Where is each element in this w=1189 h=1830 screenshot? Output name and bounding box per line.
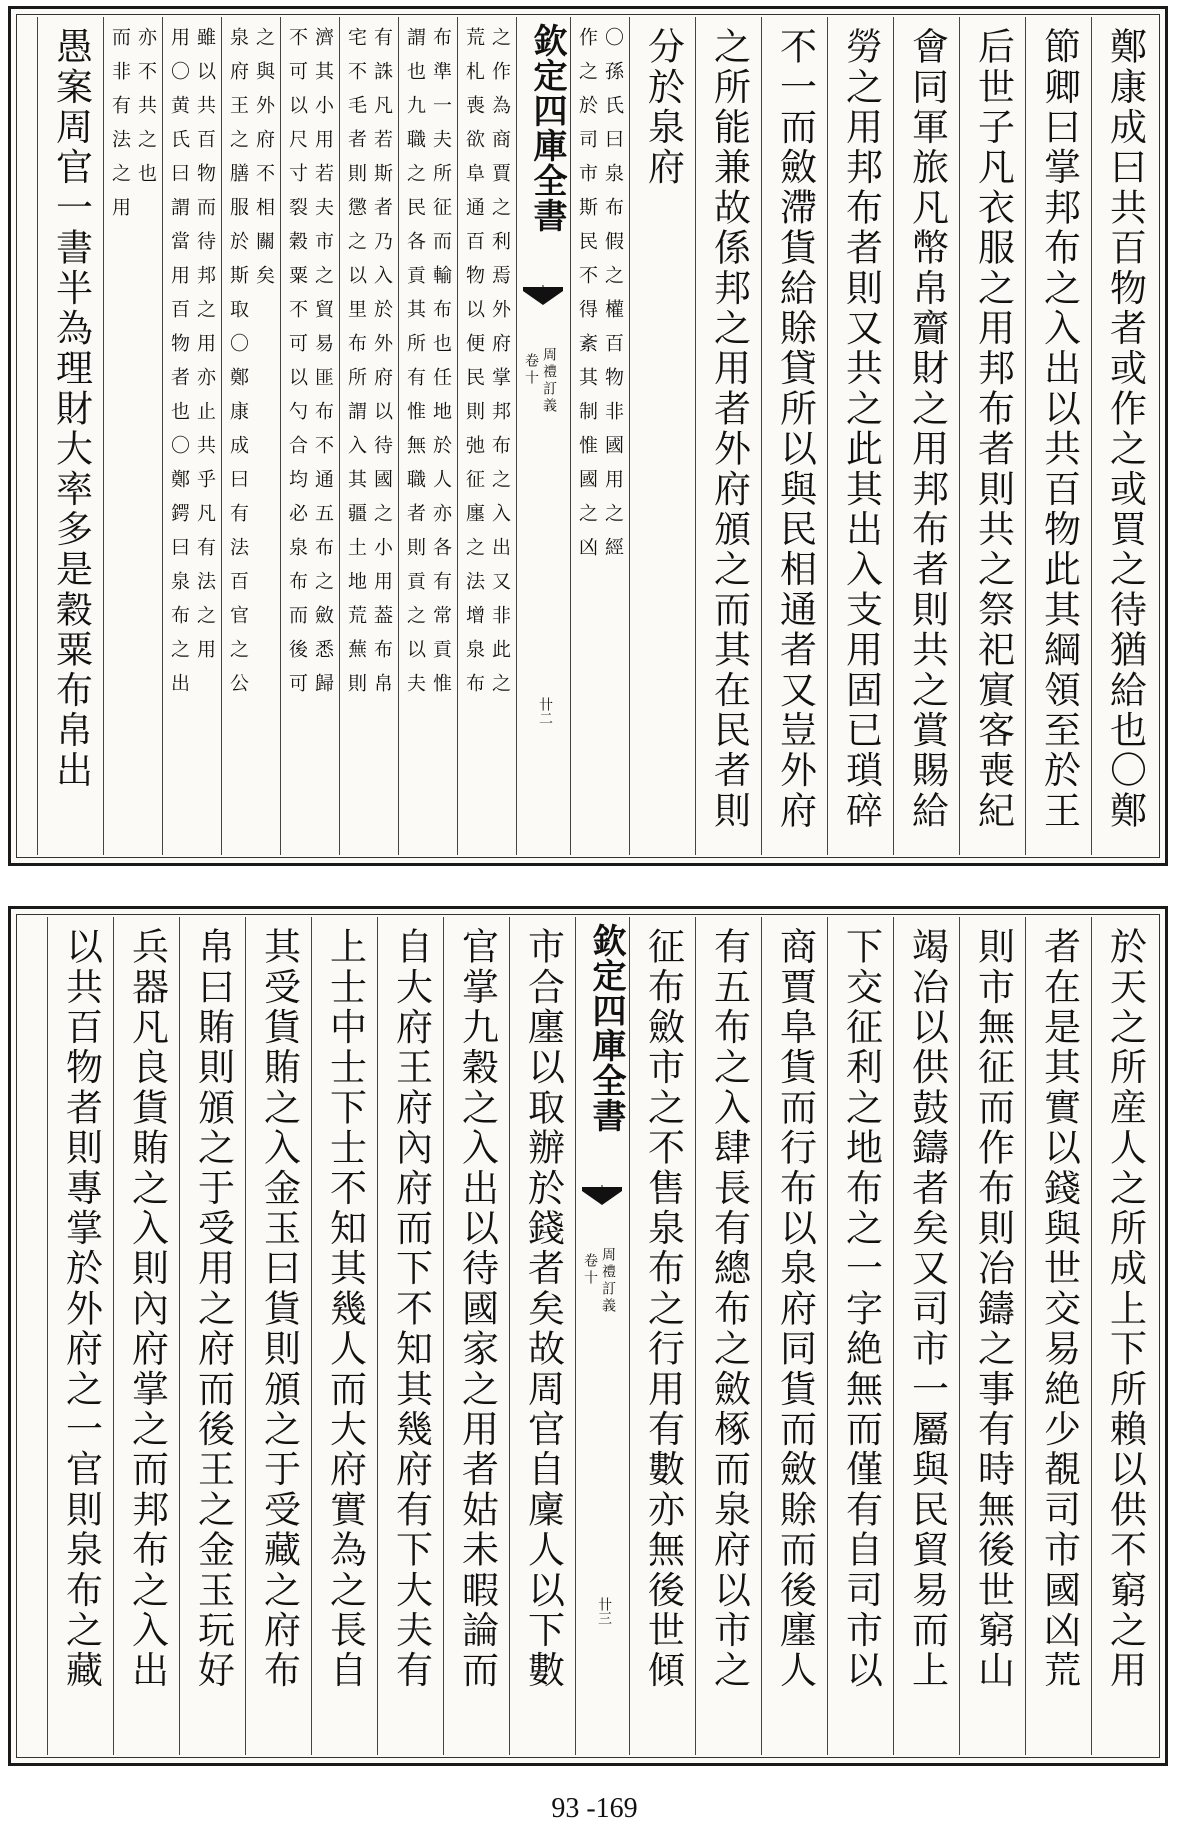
- main-text-line: 勞之用邦布者則又共之此其出入支用固已瑣碎: [839, 27, 883, 831]
- text-column: [570, 17, 629, 855]
- text-column: [509, 917, 575, 1755]
- book-name: 周禮訂義: [541, 347, 557, 415]
- main-text-line: 兵器凡良貨賄之入則內府掌之而邦布之入出: [125, 927, 169, 1691]
- commentary-line: 作之於司市斯民不得紊其制惟國之凶: [576, 27, 598, 571]
- commentary-line: 亦不共之也: [135, 27, 157, 197]
- text-column: [398, 17, 457, 855]
- main-text-line: 鄭康成曰共百物者或作之或買之待猶給也〇鄭: [1103, 27, 1147, 831]
- text-column: [761, 17, 827, 855]
- text-column: [959, 917, 1025, 1755]
- commentary-line: 宅不毛者則懲之以里布所謂入其疆土地荒蕪則: [345, 27, 367, 707]
- center-gutter: [575, 917, 629, 1755]
- page-number: 93 -169: [551, 1793, 638, 1824]
- commentary-line: 泉府王之膳服於斯取〇鄭康成曰有法百官之公: [227, 27, 249, 707]
- commentary-line: 之作為商賈之利焉外府掌邦布之入出又非此之: [489, 27, 511, 707]
- text-column: [179, 917, 245, 1755]
- collection-title: 欽定四庫全書: [527, 23, 567, 233]
- text-column: [695, 17, 761, 855]
- text-column: [893, 17, 959, 855]
- commentary-line: 不可以尺寸裂穀粟不可以勺合均必泉布而後可: [286, 27, 308, 707]
- main-text-line: 帛曰賄則頒之于受用之府而後王之金玉玩好: [191, 927, 235, 1691]
- bottom-page: [8, 906, 1168, 1766]
- text-column: [221, 17, 280, 855]
- text-column: [162, 17, 221, 855]
- main-text-line: 者在是其實以錢與世交易絶少覩司市國凶荒: [1037, 927, 1081, 1691]
- text-column: [893, 917, 959, 1755]
- text-column: [457, 17, 516, 855]
- text-column: [113, 917, 179, 1755]
- main-text-line: 竭冶以供鼓鑄者矣又司市一屬與民貿易而上: [905, 927, 949, 1691]
- commentary-line: 濟其小用若夫市之貿易匪布不通五布之斂悉歸: [312, 27, 334, 707]
- top-page: [8, 6, 1168, 866]
- main-text-line: 征布斂市之不售泉布之行用有數亦無後世傾: [641, 927, 685, 1691]
- text-column: [1091, 917, 1157, 1755]
- commentary-line: 荒札喪欲阜通百物以便民則弛征廛之法增泉布: [463, 27, 485, 707]
- main-text-line: 自大府王府內府而下不知其幾府有下大夫有: [389, 927, 433, 1691]
- main-text-line: 其受貨賄之入金玉曰貨則頒之于受藏之府布: [257, 927, 301, 1691]
- commentary-line: 用〇黄氏曰謂當用百物者也〇鄭鍔曰泉布之出: [168, 27, 190, 707]
- commentary-line: 雖以共百物而待邦之用亦止共乎凡有法之用: [194, 27, 216, 673]
- volume-label: 卷十: [582, 1253, 598, 1287]
- top-columns: [19, 17, 1157, 855]
- main-text-line: 市合廛以取辦於錢者矣故周官自廩人以下數: [521, 927, 565, 1691]
- main-text-line: 商賈阜貨而行布以泉府同貨而斂賖而後廛人: [773, 927, 817, 1691]
- text-column: [629, 17, 695, 855]
- main-text-line: 有五布之入肆長有總布之斂椓而泉府以市之: [707, 927, 751, 1691]
- text-column: [827, 917, 893, 1755]
- text-column: [37, 17, 103, 855]
- commentary-line: 〇孫氏曰泉布假之權百物非國用之經: [602, 27, 624, 571]
- volume-label: 卷十: [523, 353, 539, 387]
- main-text-line: 不一而斂滯貨給賖貸所以與民相通者又豈外府: [773, 27, 817, 831]
- text-column: [339, 17, 398, 855]
- center-gutter: [516, 17, 570, 855]
- fish-tail-mark-icon: [521, 285, 565, 307]
- main-text-line: 會同軍旅凡幣帛齎財之用邦布者則共之賞賜給: [905, 27, 949, 831]
- main-text-line: 於天之所産人之所成上下所賴以供不窮之用: [1103, 927, 1147, 1691]
- main-text-line: 官掌九穀之入出以待國家之用者姑未暇論而: [455, 927, 499, 1691]
- main-text-line: 愚案周官一書半為理財大率多是穀粟布帛出: [49, 27, 93, 791]
- main-text-line: 以共百物者則專掌於外府之一官則泉布之藏: [59, 927, 103, 1691]
- text-column: [311, 917, 377, 1755]
- text-column: [245, 917, 311, 1755]
- collection-title: 欽定四庫全書: [586, 923, 626, 1133]
- main-text-line: 分於泉府: [641, 27, 685, 188]
- text-column: [1025, 17, 1091, 855]
- text-column: [959, 17, 1025, 855]
- text-column: [280, 17, 339, 855]
- bottom-columns: [19, 917, 1157, 1755]
- text-column: [827, 17, 893, 855]
- text-column: [1091, 17, 1157, 855]
- commentary-line: 之與外府不相關矣: [253, 27, 275, 299]
- text-column: [1025, 917, 1091, 1755]
- text-column: [761, 917, 827, 1755]
- commentary-line: 有誅凡若斯者乃入於外府以待國之小用葢布帛: [371, 27, 393, 707]
- commentary-line: 謂也九職之民各貢其所有惟無職者則貢之以夫: [404, 27, 426, 707]
- book-name: 周禮訂義: [600, 1247, 616, 1315]
- main-text-line: 節卿曰掌邦布之入出以共百物此其綱領至於王: [1037, 27, 1081, 831]
- text-column: [377, 917, 443, 1755]
- folio-number: 卄二: [537, 697, 553, 725]
- fish-tail-mark-icon: [580, 1185, 624, 1207]
- main-text-line: 上士中士下士不知其幾人而大府實為之長自: [323, 927, 367, 1691]
- commentary-line: 而非有法之用: [109, 27, 131, 231]
- main-text-line: 下交征利之地布之一字絶無而僅有自司市以: [839, 927, 883, 1691]
- text-column: [443, 917, 509, 1755]
- main-text-line: 則市無征而作布則冶鑄之事有時無後世窮山: [971, 927, 1015, 1691]
- text-column: [629, 917, 695, 1755]
- commentary-line: 布準一夫所征而輸布也任地於人亦各有常貢惟: [430, 27, 452, 707]
- folio-number: 卄三: [596, 1597, 612, 1625]
- text-column: [695, 917, 761, 1755]
- main-text-line: 之所能兼故係邦之用者外府頒之而其在民者則: [707, 27, 751, 831]
- text-column: [103, 17, 162, 855]
- text-column: [47, 917, 113, 1755]
- main-text-line: 后世子凡衣服之用邦布者則共之祭祀賔客喪紀: [971, 27, 1015, 831]
